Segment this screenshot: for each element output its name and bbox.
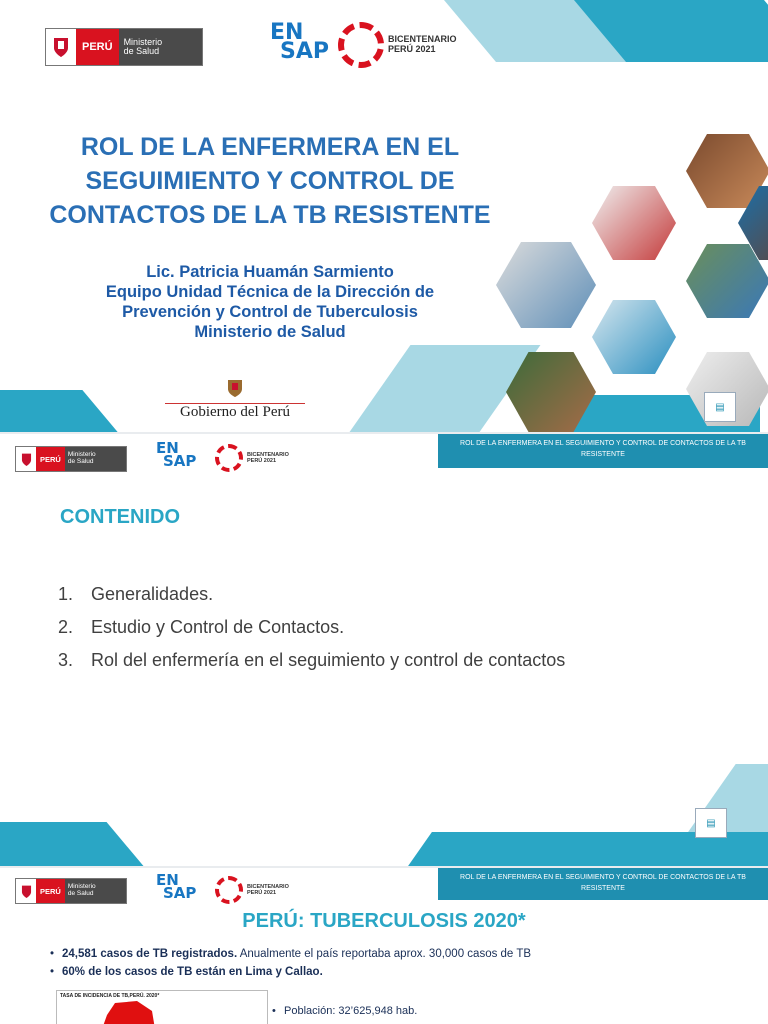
minsa-logo bbox=[15, 878, 127, 904]
bicentenario-ring-icon bbox=[338, 22, 384, 68]
gobierno-logo bbox=[160, 378, 310, 421]
banner-line2: RESISTENTE bbox=[581, 885, 625, 892]
population-item: • Población: 32’625,948 hab. bbox=[272, 1005, 418, 1017]
bicentenario-line1: BICENTENARIO bbox=[247, 451, 289, 458]
bullet-bold: 60% de los casos de TB están en Lima y Callao. bbox=[62, 966, 323, 978]
item-text: Rol del enfermería en el seguimiento y control de contactos bbox=[91, 650, 566, 670]
item-number: 3. bbox=[58, 650, 74, 670]
author-block bbox=[50, 262, 490, 342]
bicentenario-line1: BICENTENARIO bbox=[388, 34, 457, 45]
bullet-item: • 24,581 casos de TB registrados. Anualmente el país reportaba aprox. 30,000 casos de TB bbox=[50, 948, 532, 960]
banner-line2: RESISTENTE bbox=[581, 451, 625, 458]
title-line: CONTACTOS DE LA TB RESISTENTE bbox=[49, 201, 491, 229]
photo-hexagon bbox=[686, 244, 768, 318]
bicentenario-line2: PERÚ 2021 bbox=[247, 458, 277, 464]
slide-title bbox=[0, 0, 768, 432]
bicentenario-ring-icon bbox=[215, 876, 243, 904]
photo-hexagon bbox=[592, 300, 676, 374]
ministerio-line2: de Salud bbox=[67, 890, 94, 897]
title-line: ROL DE LA ENFERMERA EN EL bbox=[80, 133, 460, 161]
author-line: Lic. Patricia Huamán Sarmiento bbox=[146, 263, 394, 281]
section-heading: PERÚ: TUBERCULOSIS 2020* bbox=[242, 910, 526, 932]
bullet-item: • 60% de los casos de TB están en Lima y Callao. bbox=[50, 966, 323, 978]
item-number: 2. bbox=[58, 617, 74, 637]
peru-shield-icon bbox=[16, 879, 36, 903]
gobierno-label: Gobierno del Perú bbox=[180, 404, 290, 420]
banner-line1: ROL DE LA ENFERMERA EN EL SEGUIMIENTO Y CONTROL DE CONTACTOS DE LA TB bbox=[460, 440, 746, 447]
item-text: Generalidades. bbox=[91, 584, 214, 604]
decor-shape bbox=[0, 390, 118, 432]
peru-map-icon bbox=[97, 1001, 157, 1024]
ensap-logo bbox=[156, 871, 197, 902]
banner-line1: ROL DE LA ENFERMERA EN EL SEGUIMIENTO Y CONTROL DE CONTACTOS DE LA TB bbox=[460, 874, 746, 881]
item-text: Estudio y Control de Contactos. bbox=[91, 617, 345, 637]
ensap-line1: EN bbox=[270, 20, 304, 45]
list-item bbox=[58, 650, 565, 683]
bullet-text: Anualmente el país reportaba aprox. 30,000 casos de TB bbox=[237, 948, 532, 960]
bicentenario-ring-icon bbox=[215, 444, 243, 472]
ministerio-line1: Ministerio bbox=[123, 36, 163, 47]
bicentenario-logo bbox=[338, 22, 457, 68]
author-line: Equipo Unidad Técnica de la Dirección de bbox=[105, 283, 435, 301]
ensap-logo bbox=[270, 20, 329, 64]
peru-label: PERÚ bbox=[36, 879, 65, 903]
list-item bbox=[58, 617, 565, 650]
ministerio-line2: de Salud bbox=[67, 458, 94, 465]
photo-hexagon bbox=[496, 242, 596, 328]
photo-hexagon bbox=[592, 186, 676, 260]
ministerio-label bbox=[119, 29, 203, 65]
decor-shape bbox=[0, 822, 143, 866]
peru-shield-icon bbox=[16, 447, 36, 471]
peru-shield-icon bbox=[46, 29, 76, 65]
header-banner bbox=[438, 868, 768, 900]
bicentenario-line2: PERÚ 2021 bbox=[388, 44, 436, 54]
map-title: TASA DE INCIDENCIA DE TB,PERÚ. 2020* bbox=[60, 993, 160, 999]
incidence-map bbox=[56, 990, 268, 1024]
ministerio-label bbox=[65, 879, 126, 903]
ministerio-label bbox=[65, 447, 126, 471]
item-number: 1. bbox=[58, 584, 74, 604]
peru-shield-icon bbox=[224, 378, 246, 398]
slide-tb-peru bbox=[0, 868, 768, 1024]
bicentenario-logo bbox=[215, 444, 289, 472]
ensap-line1: EN bbox=[156, 439, 179, 457]
ministerio-line1: Ministerio bbox=[67, 883, 96, 891]
population-text: Población: 32’625,948 hab. bbox=[284, 1005, 418, 1017]
author-line: Ministerio de Salud bbox=[194, 323, 346, 341]
slide-contents bbox=[0, 434, 768, 866]
author-line: Prevención y Control de Tuberculosis bbox=[122, 303, 418, 321]
ensap-line2: SAP bbox=[280, 38, 329, 64]
bullet-bold: 24,581 casos de TB registrados. bbox=[62, 948, 238, 960]
title-line: SEGUIMIENTO Y CONTROL DE bbox=[85, 167, 455, 195]
header-banner bbox=[438, 434, 768, 468]
ensap-line1: EN bbox=[156, 871, 179, 889]
nav-button-icon[interactable]: ▤ bbox=[695, 808, 727, 838]
nav-button-icon[interactable]: ▤ bbox=[704, 392, 736, 422]
ensap-logo bbox=[156, 439, 197, 470]
peru-label: PERÚ bbox=[36, 447, 65, 471]
ministerio-line1: Ministerio bbox=[67, 451, 96, 459]
list-item bbox=[58, 584, 565, 617]
minsa-logo bbox=[15, 446, 127, 472]
contents-heading: CONTENIDO bbox=[60, 506, 180, 528]
peru-label: PERÚ bbox=[76, 29, 119, 65]
bicentenario-line1: BICENTENARIO bbox=[247, 883, 289, 890]
presentation-title bbox=[30, 130, 510, 232]
ministerio-line2: de Salud bbox=[123, 46, 160, 56]
bicentenario-logo bbox=[215, 876, 289, 904]
ensap-line2: SAP bbox=[163, 451, 197, 470]
ensap-line2: SAP bbox=[163, 883, 197, 902]
bicentenario-line2: PERÚ 2021 bbox=[247, 890, 277, 896]
minsa-logo bbox=[45, 28, 203, 66]
contents-list bbox=[58, 584, 565, 683]
